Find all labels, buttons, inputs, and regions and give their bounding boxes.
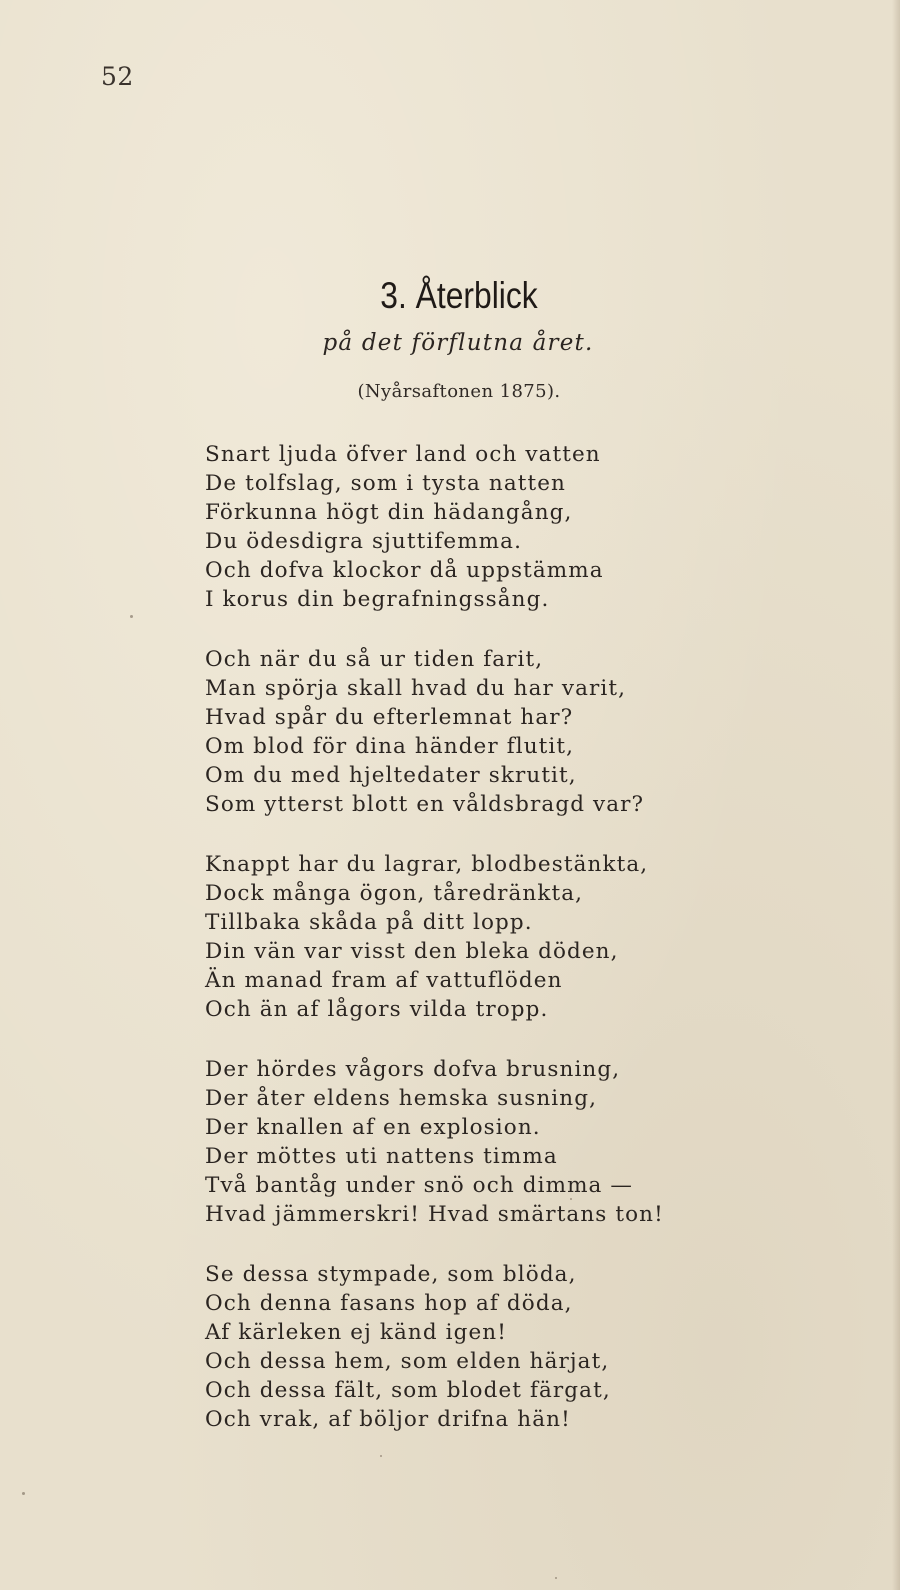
poem-line: I korus din begrafningssång. <box>205 587 550 612</box>
stanza <box>205 850 725 1024</box>
paper-speck <box>130 615 133 618</box>
poem-line: Der åter eldens hemska susning, <box>205 1086 598 1111</box>
paper-speck <box>380 1455 382 1457</box>
poem-line: Man spörja skall hvad du har varit, <box>205 676 627 701</box>
poem-line: Än manad fram af vattuflöden <box>205 968 563 993</box>
poem-line: Om blod för dina händer flutit, <box>205 734 575 759</box>
poem-line: De tolfslag, som i tysta natten <box>205 471 567 496</box>
stanza <box>205 440 725 614</box>
date-note-text: (Nyårsaftonen 1875). <box>357 381 561 402</box>
poem-line: Snart ljuda öfver land och vatten <box>205 442 601 467</box>
page-number: 52 <box>101 62 134 91</box>
poem-line: Om du med hjeltedater skrutit, <box>205 763 577 788</box>
poem-line: Och dessa fält, som blodet färgat, <box>205 1378 611 1403</box>
stanza <box>205 1055 725 1229</box>
poem-line: Och dofva klockor då uppstämma <box>205 558 604 583</box>
paper-speck <box>22 1492 25 1495</box>
poem-line: Der knallen af en explosion. <box>205 1115 541 1140</box>
poem-line: Din vän var visst den bleka döden, <box>205 939 619 964</box>
stanza <box>205 645 725 819</box>
poem-subtitle <box>0 330 900 356</box>
paper-speck <box>555 1577 557 1579</box>
paper-speck <box>570 1198 572 1200</box>
poem-line: Af kärleken ej känd igen! <box>205 1320 507 1345</box>
poem-title <box>64 275 838 317</box>
poem-title-text: 3. Återblick <box>380 275 538 316</box>
poem-line: Och än af lågors vilda tropp. <box>205 997 549 1022</box>
poem-subtitle-text: på det förflutna året. <box>322 330 594 356</box>
poem-line: Som ytterst blott en våldsbragd var? <box>205 792 645 817</box>
poem-line: Och dessa hem, som elden härjat, <box>205 1349 610 1374</box>
poem-line: Och vrak, af böljor drifna hän! <box>205 1407 571 1432</box>
poem-line: Två bantåg under snö och dimma — <box>205 1173 634 1198</box>
poem-line: Hvad jämmerskri! Hvad smärtans ton! <box>205 1202 664 1227</box>
page-edge-shadow <box>892 0 900 1590</box>
poem-line: Dock många ögon, tåredränkta, <box>205 881 584 906</box>
poem-line: Och denna fasans hop af döda, <box>205 1291 573 1316</box>
poem-line: Der hördes vågors dofva brusning, <box>205 1057 621 1082</box>
poem-line: Tillbaka skåda på ditt lopp. <box>205 910 533 935</box>
poem-line: Se dessa stympade, som blöda, <box>205 1262 577 1287</box>
poem-line: Och när du så ur tiden farit, <box>205 647 544 672</box>
stanza <box>205 1260 725 1434</box>
poem-line: Hvad spår du efterlemnat har? <box>205 705 574 730</box>
poem-line: Du ödesdigra sjuttifemma. <box>205 529 523 554</box>
poem-line: Knappt har du lagrar, blodbestänkta, <box>205 852 649 877</box>
date-note <box>0 381 900 402</box>
poem-line: Der möttes uti nattens timma <box>205 1144 558 1169</box>
poem-body <box>205 440 725 1465</box>
poem-line: Förkunna högt din hädangång, <box>205 500 573 525</box>
